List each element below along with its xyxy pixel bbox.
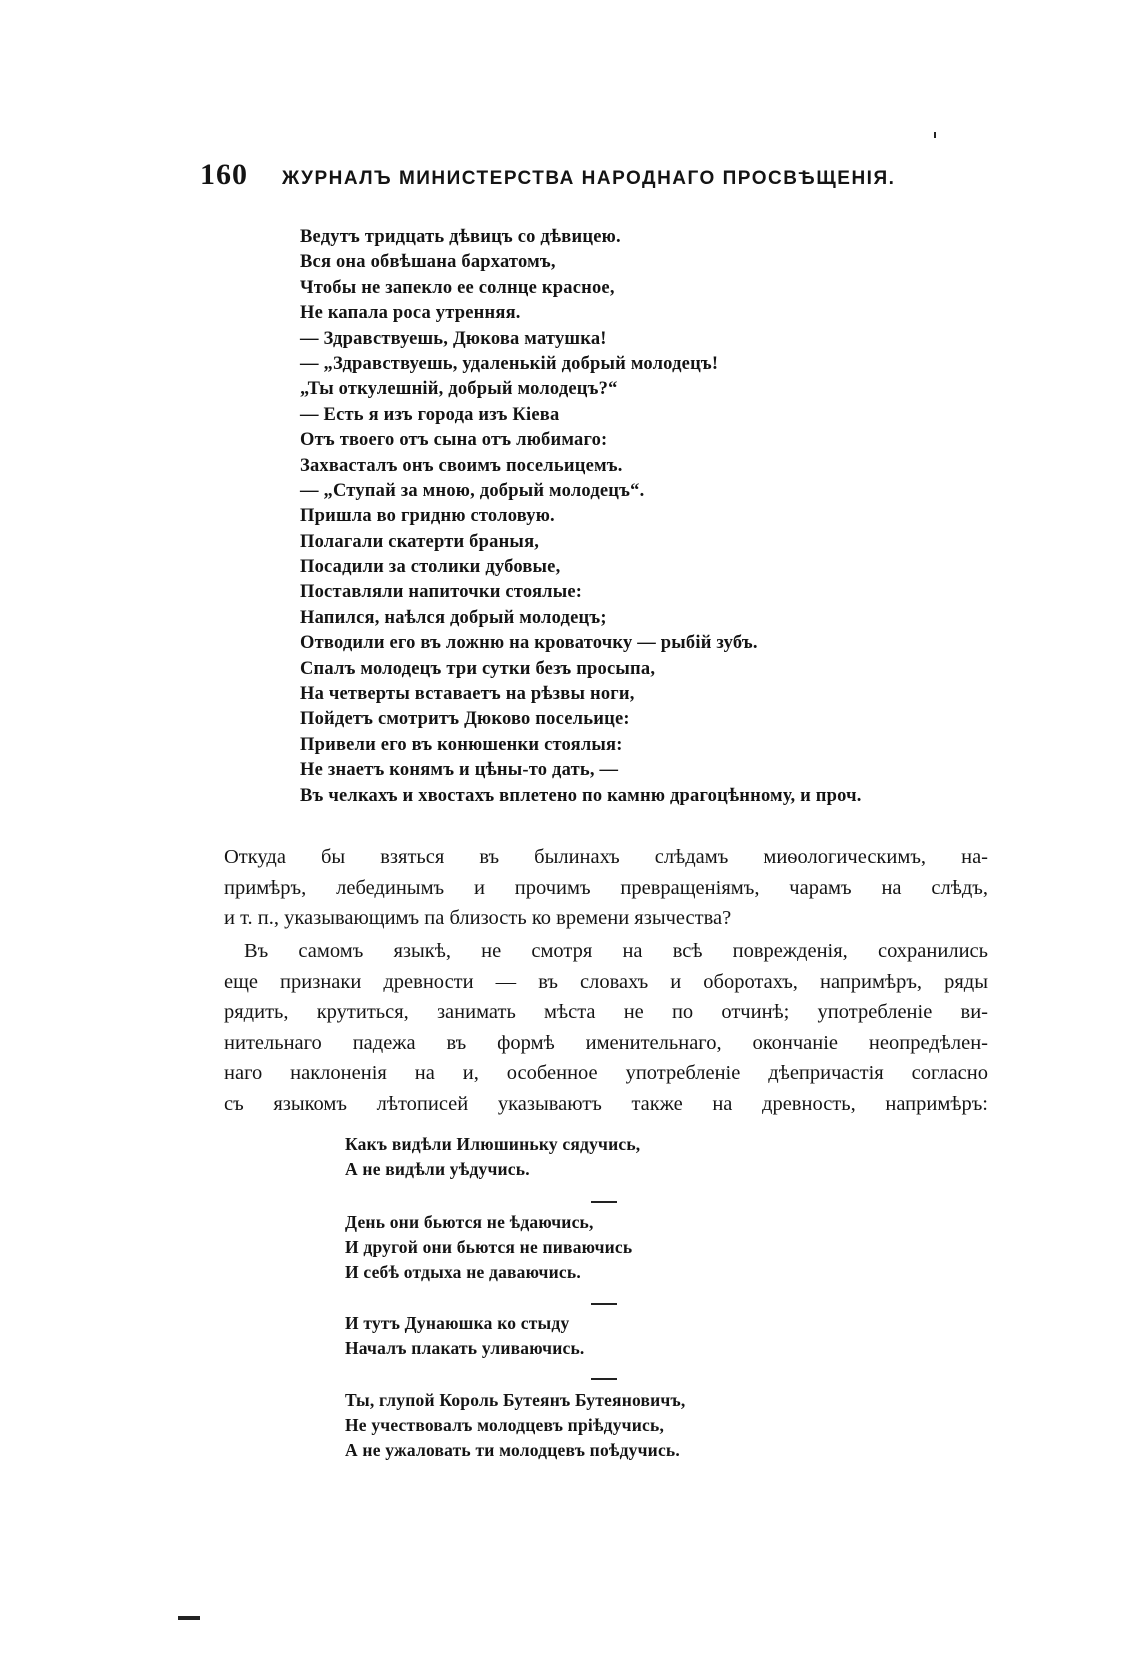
verse-line: Отводили его въ ложню на кроваточку — рыбій зубъ.: [300, 633, 758, 654]
stanza-line: А не видѣли уѣдучись.: [345, 1159, 530, 1179]
verse-line: Вся она обвѣшана бархатомъ,: [300, 252, 556, 273]
stanza-line: Началъ плакать уливаючись.: [345, 1338, 585, 1358]
verse-line: Напился, наѣлся добрый молодецъ;: [300, 607, 607, 628]
paragraph-line: съ языкомъ лѣтописей указываютъ также на древность, напримѣръ:: [224, 1092, 988, 1115]
paragraph-line: еще признаки древности — въ словахъ и оборотахъ, напримѣръ, ряды: [224, 970, 988, 993]
verse-line: Ведутъ тридцать дѣвицъ со дѣвицею.: [300, 227, 621, 247]
paragraph-line: наго наклоненія на и, особенное употребленіе дѣепричастія согласно: [224, 1062, 988, 1084]
verse-line: Полагали скатерти браныя,: [300, 531, 540, 552]
verse-line: Посадили за столики дубовые,: [300, 557, 561, 578]
verse-line: Не капала роса утренняя.: [300, 303, 521, 324]
paragraph-line: примѣръ, лебединымъ и прочимъ превращеніямъ, чарамъ на слѣдъ,: [224, 876, 988, 899]
stanza-line: Не учествовалъ молодцевъ пріѣдучись,: [345, 1415, 665, 1435]
paragraph-line: и т. п., указывающимъ па близость ко времени язычества?: [224, 907, 732, 929]
stanza-separator: [591, 1303, 617, 1305]
quoted-stanza-1: [345, 1132, 640, 1182]
stanza-line: Ты, глупой Король Бутеянъ Бутеяновичъ,: [345, 1390, 686, 1410]
paragraph-line: Откуда бы взяться въ былинахъ слѣдамъ миѳологическимъ, на-: [224, 846, 988, 868]
stanza-line: А не ужаловать ти молодцевъ поѣдучись.: [345, 1440, 680, 1460]
stanza-line: И тутъ Дунаюшка ко стыду: [345, 1313, 570, 1333]
quoted-stanza-3: [345, 1311, 585, 1361]
verse-line: Отъ твоего отъ сына отъ любимаго:: [300, 430, 608, 451]
paragraph-2: [224, 936, 988, 1119]
verse-line: Не знаетъ конямъ и цѣны-то дать, —: [300, 760, 619, 781]
verse-line: Въ челкахъ и хвостахъ вплетено по камню драгоцѣнному, и проч.: [300, 785, 862, 806]
paragraph-line: нительнаго падежа въ формѣ именительнаго, окончаніе неопредѣлен-: [224, 1031, 988, 1054]
verse-line: — „Здравствуешь, удаленькій добрый молодецъ!: [300, 353, 719, 374]
paragraph-1: [224, 842, 988, 934]
quoted-stanza-2: [345, 1210, 632, 1285]
verse-line: Поставляли напиточки стоялые:: [300, 582, 583, 603]
print-speck: [178, 1616, 200, 1620]
verse-line: Привели его въ конюшенки стоялыя:: [300, 734, 623, 755]
page-number: 160: [200, 158, 248, 191]
verse-line: Пойдетъ смотритъ Дюково посельице:: [300, 709, 630, 730]
verse-line: На четверты вставаетъ на рѣзвы ноги,: [300, 684, 635, 705]
stanza-separator: [591, 1378, 617, 1380]
verse-line: Чтобы не запекло ее солнце красное,: [300, 277, 615, 298]
verse-line: Захвасталъ онъ своимъ посельицемъ.: [300, 455, 623, 476]
verse-line: Спалъ молодецъ три сутки безъ просыпа,: [300, 658, 656, 679]
print-speck: [934, 132, 936, 138]
verse-line: — Есть я изъ города изъ Кіева: [300, 404, 560, 425]
verse-line: — Здравствуешь, Дюкова матушка!: [300, 328, 607, 349]
stanza-separator: [591, 1201, 617, 1203]
running-title: ЖУРНАЛЪ МИНИСТЕРСТВА НАРОДНАГО ПРОСВѢЩЕНІЯ.: [282, 168, 896, 189]
verse-line: — „Ступай за мною, добрый молодецъ“.: [300, 480, 645, 501]
quoted-stanza-4: [345, 1388, 685, 1463]
page-header: [200, 158, 920, 198]
paragraph-line: Въ самомъ языкѣ, не смотря на всѣ поврежденія, сохранились: [244, 940, 988, 962]
verse-line: Пришла во гридню столовую.: [300, 506, 555, 527]
verse-block-main: [300, 225, 862, 809]
stanza-line: День они бьются не ѣдаючись,: [345, 1212, 594, 1232]
stanza-line: И себѣ отдыха не даваючись.: [345, 1262, 581, 1282]
paragraph-line: рядить, крутиться, занимать мѣста не по отчинѣ; употребленіе ви-: [224, 1001, 988, 1023]
verse-line: „Ты откулешній, добрый молодецъ?“: [300, 379, 618, 400]
stanza-line: Какъ видѣли Илюшиньку сядучись,: [345, 1134, 641, 1154]
stanza-line: И другой они бьются не пиваючись: [345, 1237, 633, 1257]
